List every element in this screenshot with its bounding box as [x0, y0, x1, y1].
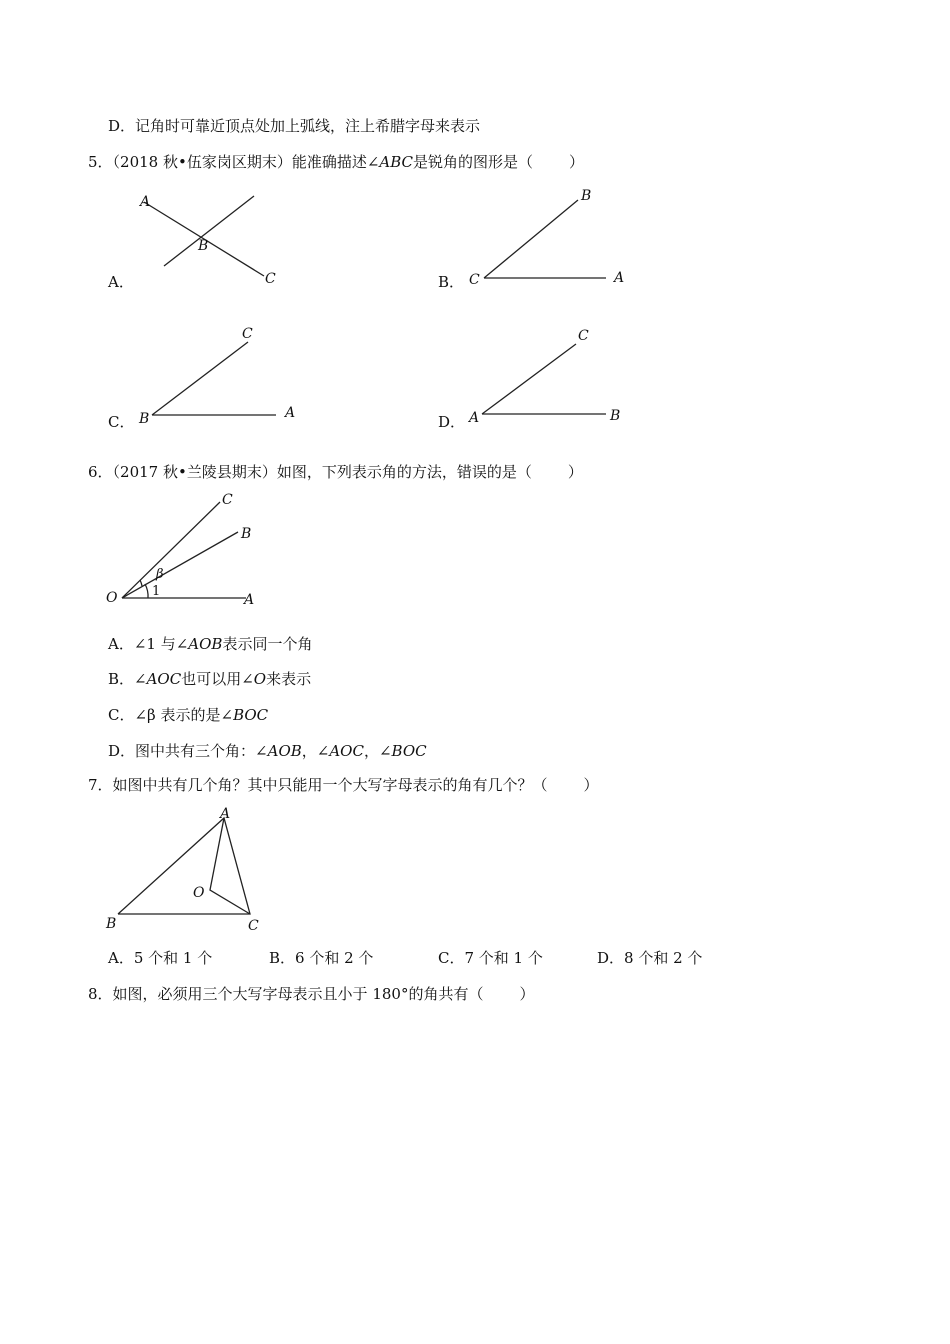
q6-label-one: 1 — [152, 584, 161, 599]
q5-figure-a — [130, 188, 290, 298]
q5d-ray-ac — [482, 344, 576, 414]
q5a-label-b: B — [198, 238, 209, 254]
q6-arc-1 — [145, 584, 148, 598]
q5b-ray-cb — [484, 200, 578, 278]
q6-figure — [104, 488, 274, 618]
q7-option-c[interactable]: C．7 个和 1 个 — [438, 949, 543, 967]
q7-figure — [100, 802, 280, 937]
q5c-label-b: B — [139, 411, 150, 427]
q5d-label-a: A — [469, 410, 480, 426]
q7-option-b[interactable]: B．6 个和 2 个 — [269, 949, 374, 967]
q5a-line-cross — [164, 196, 254, 266]
q5b-label-c: C — [469, 272, 480, 288]
q7-label-b: B — [106, 916, 117, 932]
q7-stem: 7．如图中共有几个角？其中只能用一个大写字母表示的角有几个？（ ） — [88, 776, 599, 794]
q7-label-c: C — [248, 918, 259, 934]
q5d-label-b: B — [610, 408, 621, 424]
q5-stem: 5．（2018 秋•伍家岗区期末）能准确描述∠ABC是锐角的图形是（ ） — [88, 153, 585, 171]
q5-figure-d — [466, 322, 636, 432]
q7-option-a[interactable]: A．5 个和 1 个 — [108, 949, 213, 967]
q5c-label-a: A — [285, 405, 296, 421]
q7-lines-ao-oc — [210, 818, 250, 914]
q7-label-o: O — [193, 885, 205, 901]
q5-option-b-label[interactable]: B． — [438, 273, 465, 291]
q6-label-a: A — [244, 592, 255, 608]
q5-figure-b — [466, 184, 636, 294]
q7-option-d[interactable]: D．8 个和 2 个 — [597, 949, 703, 967]
q6-option-c[interactable]: C．∠β 表示的是∠BOC — [108, 706, 269, 724]
q5b-label-a: A — [614, 270, 625, 286]
q6-label-c: C — [222, 492, 233, 508]
q6-arc-beta — [140, 580, 142, 586]
q7-label-a: A — [220, 806, 231, 822]
q6-option-d[interactable]: D．图中共有三个角：∠AOB，∠AOC，∠BOC — [108, 742, 427, 760]
q5-option-a-label[interactable]: A． — [108, 273, 134, 291]
q5-figure-c — [136, 320, 306, 430]
q5d-label-c: C — [578, 328, 589, 344]
q5c-ray-bc — [152, 342, 248, 415]
q5b-label-b: B — [581, 188, 592, 204]
q6-label-b: B — [241, 526, 252, 542]
q4-option-d: D．记角时可靠近顶点处加上弧线，注上希腊字母来表示 — [108, 117, 481, 135]
q5-option-d-label[interactable]: D． — [438, 413, 466, 431]
q5-option-c-label[interactable]: C． — [108, 413, 135, 431]
q6-option-b[interactable]: B．∠AOC也可以用∠O来表示 — [108, 670, 312, 688]
q7-triangle-abc — [118, 818, 250, 914]
q5c-label-c: C — [242, 326, 253, 342]
q6-option-a[interactable]: A．∠1 与∠AOB表示同一个角 — [108, 635, 313, 653]
q6-label-beta: β — [156, 567, 164, 582]
q6-label-o: O — [106, 590, 118, 606]
q5a-label-a: A — [140, 194, 151, 210]
q5a-label-c: C — [265, 271, 276, 287]
q8-stem: 8．如图，必须用三个大写字母表示且小于 180°的角共有（ ） — [88, 985, 535, 1003]
q6-stem: 6．（2017 秋•兰陵县期末）如图，下列表示角的方法，错误的是（ ） — [88, 463, 583, 481]
